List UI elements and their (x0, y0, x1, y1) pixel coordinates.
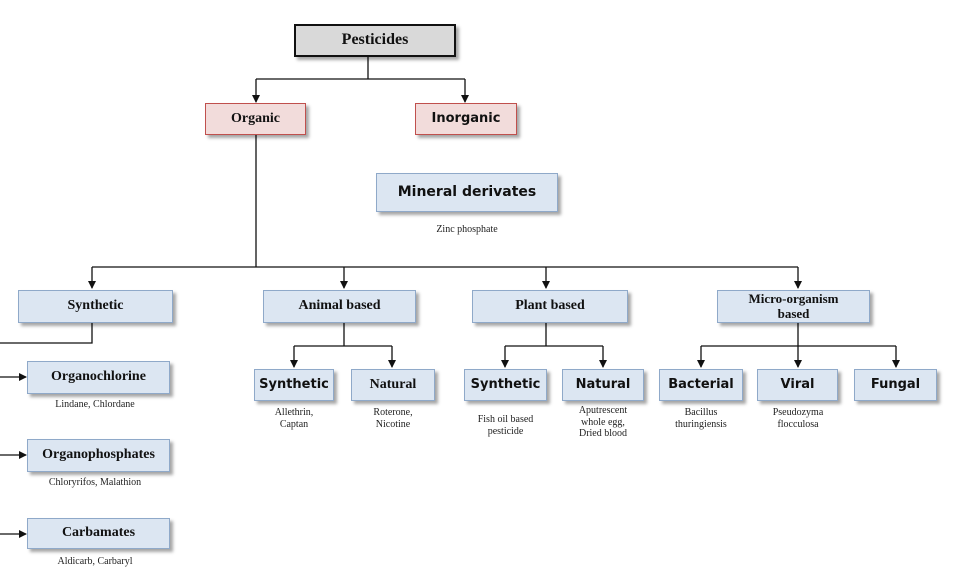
node-viral: Viral (757, 369, 838, 401)
node-fungal: Fungal (854, 369, 937, 401)
animal-synthetic-example: Allethrin, Captan (274, 407, 314, 430)
node-organic: Organic (205, 103, 306, 135)
node-animal-based: Animal based (263, 290, 416, 323)
root-connector (256, 57, 465, 79)
plant-synthetic-example: Fish oil based pesticide (477, 414, 534, 437)
mineral-example: Zinc phosphate (436, 224, 498, 235)
carbamates-example: Aldicarb, Carbaryl (57, 556, 133, 567)
node-bacterial: Bacterial (659, 369, 743, 401)
animal-connector (294, 323, 392, 346)
node-carbamates: Carbamates (27, 518, 170, 549)
node-animal-synthetic: Synthetic (254, 369, 334, 401)
node-animal-natural: Natural (351, 369, 435, 401)
node-organochlorine: Organochlorine (27, 361, 170, 394)
plant-natural-example: Aputrescent whole egg, Dried blood (578, 405, 628, 439)
node-plant-natural: Natural (562, 369, 644, 401)
organophosphates-example: Chloryrifos, Malathion (48, 477, 142, 488)
organochlorine-example: Lindane, Chlordane (55, 399, 135, 410)
micro-connector (701, 323, 896, 346)
node-mineral-derivates: Mineral derivates (376, 173, 558, 212)
animal-natural-example: Roterone, Nicotine (373, 407, 413, 430)
node-synthetic: Synthetic (18, 290, 173, 323)
node-inorganic: Inorganic (415, 103, 517, 135)
bacterial-example: Bacillus thuringiensis (675, 407, 727, 430)
synthetic-rail (0, 323, 92, 343)
node-plant-synthetic: Synthetic (464, 369, 547, 401)
plant-connector (505, 323, 603, 346)
node-organophosphates: Organophosphates (27, 439, 170, 472)
node-plant-based: Plant based (472, 290, 628, 323)
node-micro-organism-based: Micro-organism based (717, 290, 870, 323)
viral-example: Pseudozyma flocculosa (772, 407, 824, 430)
root-node-pesticides: Pesticides (294, 24, 456, 57)
